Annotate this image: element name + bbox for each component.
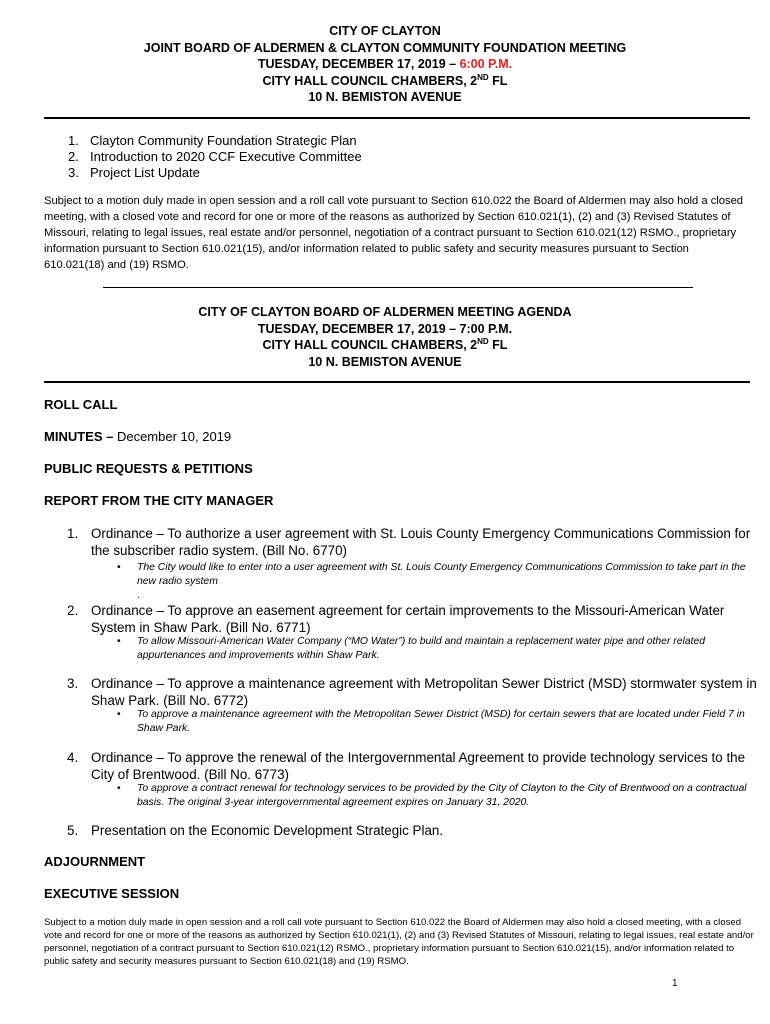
agenda-item: 5. Presentation on the Economic Development Strategic Plan. [67, 823, 444, 838]
bullet-icon: • [117, 562, 121, 573]
agenda-item-note: • To approve a maintenance agreement with the Metropolitan Sewer District (MSD) for certain sewers that are located under Field 7 in Shaw Park. [117, 709, 745, 734]
header-address: 10 N. BEMISTON AVENUE [308, 90, 462, 104]
roll-call-heading: ROLL CALL [44, 397, 118, 412]
list-item: 2. Introduction to 2020 CCF Executive Committee [68, 149, 362, 164]
header-time: 6:00 P.M. [459, 57, 513, 71]
executive-session-heading: EXECUTIVE SESSION [44, 886, 180, 901]
joint-meeting-header [0, 23, 770, 106]
section-divider [103, 287, 693, 288]
board-header-date-time: TUESDAY, DECEMBER 17, 2019 – 7:00 P.M. [257, 321, 513, 336]
agenda-item: 2. Ordinance – To approve an easement agreement for certain improvements to the Missouri-American Water System in Shaw Park. (Bill No. 6771) [67, 603, 725, 635]
header-location: CITY HALL COUNCIL CHAMBERS, 2ND FL [262, 72, 508, 88]
board-header-title: CITY OF CLAYTON BOARD OF ALDERMEN MEETING AGENDA [198, 305, 572, 319]
city-manager-report-heading: REPORT FROM THE CITY MANAGER [44, 493, 274, 508]
agenda-item-note: • To allow Missouri-American Water Company (“MO Water”) to build and maintain a replacement water pipe and other related appurtenances and improvements within Shaw Park. [117, 636, 706, 661]
minutes-heading: MINUTES – December 10, 2019 [44, 429, 232, 444]
list-item: 3. Project List Update [68, 165, 200, 180]
adjournment-heading: ADJOURNMENT [44, 854, 146, 869]
board-header-location: CITY HALL COUNCIL CHAMBERS, 2ND FL [262, 336, 508, 352]
executive-session-notice: Subject to a motion duly made in open session and a roll call vote pursuant to Section 610.022 the Board of Aldermen may also hold a closed meeting, with a closed vote and record for one or more of the reasons as authorized by Section 610.021(1), (2) and (3) Revised Statutes of Missouri, relating to legal issues, real estate and/or personnel, negotiation of a contract pursuant to Section 610.021(12) RSMO., proprietary information pursuant to Section 610.021(15), and/or information related to public safety and security measures pursuant to Section 610.021(18) and (19) RSMO. [44, 917, 754, 967]
agenda-item: 3. Ordinance – To approve a maintenance agreement with Metropolitan Sewer District (MSD) stormwater system in Shaw Park. (Bill No. 6772) [67, 676, 757, 708]
board-header-address: 10 N. BEMISTON AVENUE [308, 354, 462, 369]
agenda-item: 4. Ordinance – To approve the renewal of the Intergovernmental Agreement to provide technology services to the City of Brentwood. (Bill No. 6773) [67, 750, 746, 782]
agenda-item-note: • To approve a contract renewal for technology services to be provided by the City of Clayton to the City of Brentwood on a contractual basis. The original 3-year intergovernmental agreement expires on January 31, 2020. [117, 783, 747, 808]
board-meeting-header [0, 304, 770, 370]
bullet-icon: • [117, 709, 121, 720]
header-divider [44, 117, 750, 119]
list-item: 1. Clayton Community Foundation Strategic Plan [68, 133, 357, 148]
bullet-icon: • [117, 783, 121, 794]
agenda-item: 1. Ordinance – To authorize a user agreement with St. Louis County Emergency Communications Commission for the subscriber radio system. (Bill No. 6770) [67, 526, 751, 558]
header-city: CITY OF CLAYTON [329, 24, 441, 38]
header-meeting-title: JOINT BOARD OF ALDERMEN & CLAYTON COMMUNITY FOUNDATION MEETING [143, 40, 627, 55]
page-number: 1 [672, 978, 678, 989]
public-requests-heading: PUBLIC REQUESTS & PETITIONS [44, 461, 253, 476]
header-date-time: TUESDAY, DECEMBER 17, 2019 – 6:00 P.M. [257, 57, 513, 71]
agenda-item-note: • The City would like to enter into a user agreement with St. Louis County Emergency Communications Commission to take part in the new radio system . [117, 562, 746, 601]
board-header-divider [44, 381, 750, 383]
closed-meeting-notice: Subject to a motion duly made in open session and a roll call vote pursuant to Section 610.022 the Board of Aldermen may also hold a closed meeting, with a closed vote and record for one or more of the reasons as authorized by Section 610.021(1), (2) and (3) Revised Statutes of Missouri, relating to legal issues, real estate and/or personnel, negotiation of a contract pursuant to Section 610.021(12) RSMO., proprietary information pursuant to Section 610.021(15), and/or information related to public safety and security measures pursuant to Section 610.021(18) and (19) RSMO. [44, 195, 744, 271]
joint-agenda-list [68, 133, 748, 181]
bullet-icon: • [117, 636, 121, 647]
